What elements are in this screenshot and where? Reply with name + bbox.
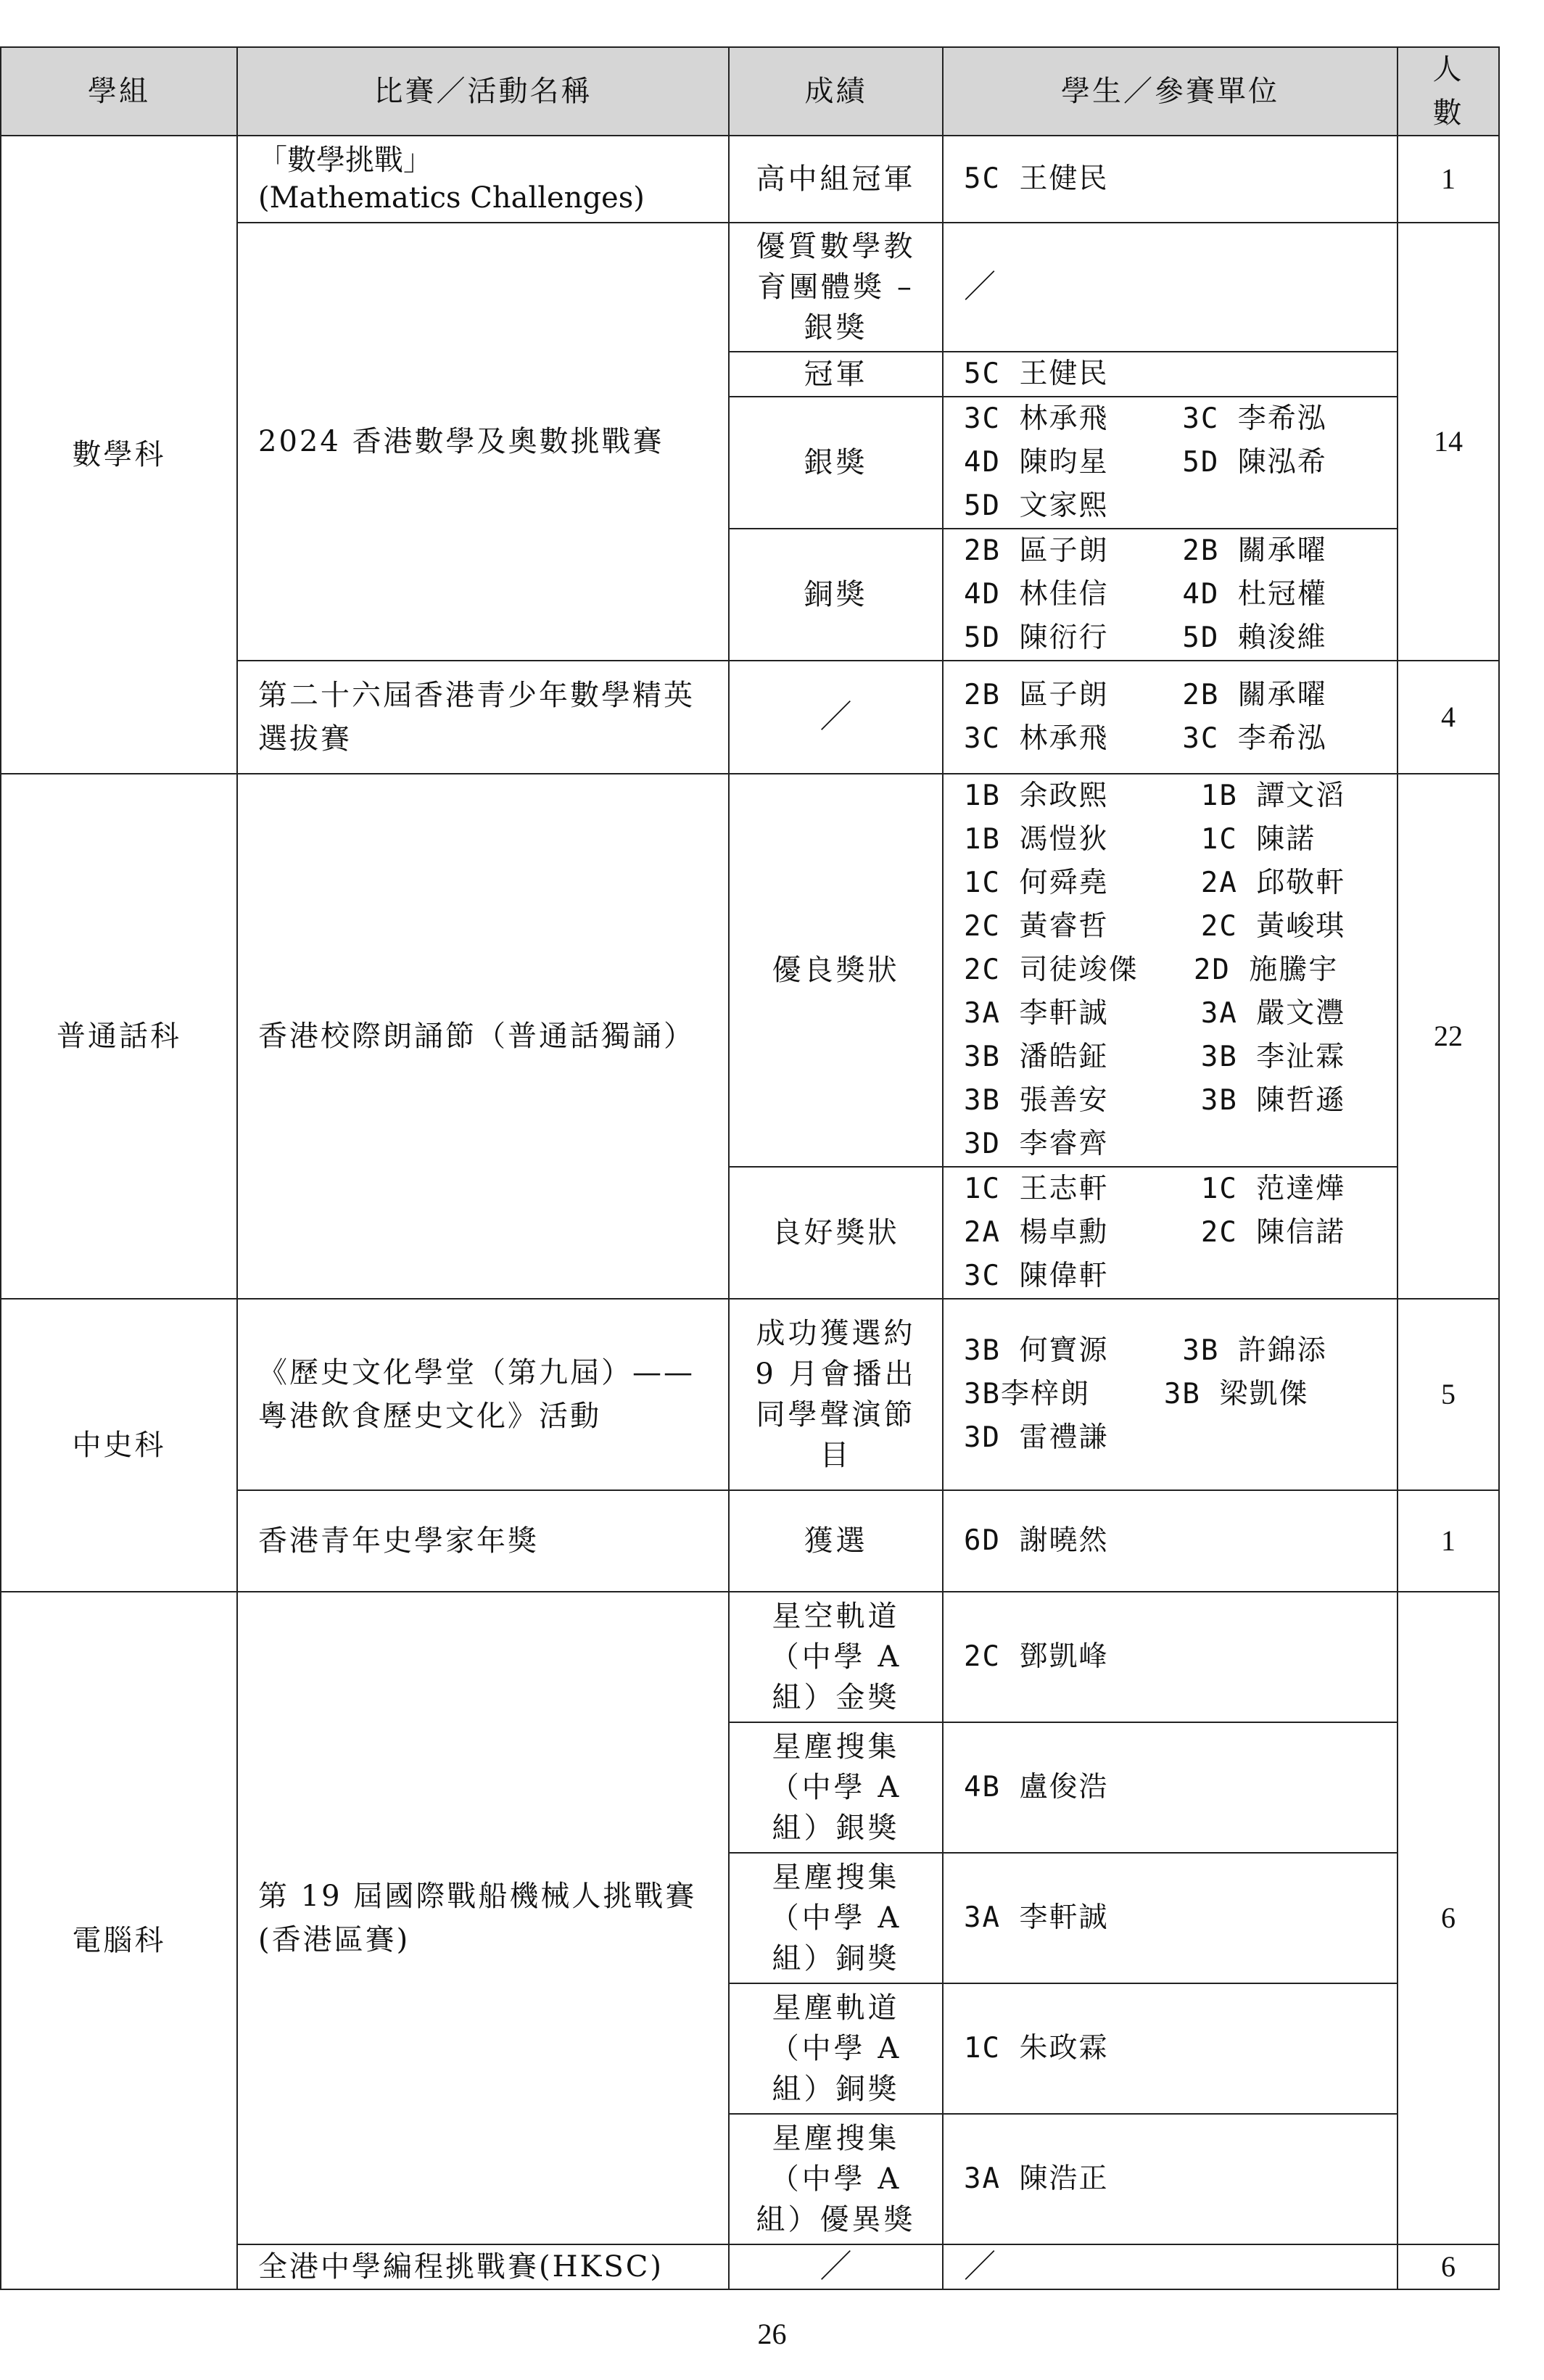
result-cell: 星塵搜集（中學 A 組）優異獎 xyxy=(729,2114,943,2244)
result-cell: 星塵搜集（中學 A 組）銀獎 xyxy=(729,1722,943,1853)
result-cell: 冠軍 xyxy=(729,352,943,397)
result-cell: 獲選 xyxy=(729,1490,943,1592)
students-cell: 1C 王志軒 1C 范達燁 2A 楊卓勳 2C 陳信諾 3C 陳偉軒 xyxy=(943,1167,1398,1299)
result-cell: 星空軌道（中學 A 組）金獎 xyxy=(729,1592,943,1722)
header-group: 學組 xyxy=(1,47,237,136)
table-row xyxy=(1,1592,1499,1722)
table-row xyxy=(1,1299,1499,1490)
count-cell: 1 xyxy=(1398,136,1499,223)
activity-name: 香港青年史學家年獎 xyxy=(237,1490,729,1592)
header-row xyxy=(1,47,1499,136)
count-cell: 1 xyxy=(1398,1490,1499,1592)
students-cell: ／ xyxy=(943,2244,1398,2289)
group-cell-chinese-history: 中史科 xyxy=(1,1299,237,1592)
students-cell: 5C 王健民 xyxy=(943,136,1398,223)
students-cell: 2B 區子朗 2B 關承曜 4D 林佳信 4D 杜冠權 5D 陳衍行 5D 賴浚維 xyxy=(943,529,1398,661)
students-cell: 5C 王健民 xyxy=(943,352,1398,397)
activity-name: 「數學挑戰」 (Mathematics Challenges) xyxy=(237,136,729,223)
awards-table xyxy=(0,46,1500,2290)
count-cell: 4 xyxy=(1398,661,1499,774)
activity-name: 全港中學編程挑戰賽(HKSC) xyxy=(237,2244,729,2289)
count-cell: 22 xyxy=(1398,774,1499,1299)
result-cell: 銅獎 xyxy=(729,529,943,661)
table-row xyxy=(1,136,1499,223)
result-cell: ／ xyxy=(729,2244,943,2289)
header-count: 人數 xyxy=(1398,47,1499,136)
students-cell: 1C 朱政霖 xyxy=(943,1983,1398,2114)
count-cell: 14 xyxy=(1398,223,1499,661)
activity-name: 第二十六屆香港青少年數學精英選拔賽 xyxy=(237,661,729,774)
activity-name: 2024 香港數學及奧數挑戰賽 xyxy=(237,223,729,661)
students-cell: 4B 盧俊浩 xyxy=(943,1722,1398,1853)
students-cell: ／ xyxy=(943,223,1398,352)
result-cell: 優良獎狀 xyxy=(729,774,943,1167)
count-cell: 6 xyxy=(1398,2244,1499,2289)
result-cell: 成功獲選約 9 月會播出同學聲演節目 xyxy=(729,1299,943,1490)
result-cell: 良好獎狀 xyxy=(729,1167,943,1299)
group-cell-math: 數學科 xyxy=(1,136,237,774)
page-number: 26 xyxy=(757,2318,787,2350)
result-cell: ／ xyxy=(729,661,943,774)
students-cell: 3A 李軒誠 xyxy=(943,1853,1398,1983)
result-cell: 星塵軌道（中學 A 組）銅獎 xyxy=(729,1983,943,2114)
students-cell: 6D 謝曉然 xyxy=(943,1490,1398,1592)
group-cell-putonghua: 普通話科 xyxy=(1,774,237,1299)
result-cell: 銀獎 xyxy=(729,397,943,529)
students-cell: 1B 余政熙 1B 譚文滔 1B 馮愷狄 1C 陳諾 1C 何舜堯 2A 邱敬軒 2C 黃睿哲 2C 黃峻琪 2C 司徒竣傑 2D 施騰宇 3A 李軒誠 3A 嚴文灃 3B 潘皓鉦 3B 李沚霖 3B 張善安 3B 陳哲遜 3D 李睿齊 xyxy=(943,774,1398,1167)
result-cell: 星塵搜集（中學 A 組）銅獎 xyxy=(729,1853,943,1983)
result-cell: 優質數學教育團體獎 – 銀獎 xyxy=(729,223,943,352)
header-students: 學生／參賽單位 xyxy=(943,47,1398,136)
count-cell: 5 xyxy=(1398,1299,1499,1490)
students-cell: 3A 陳浩正 xyxy=(943,2114,1398,2244)
activity-name: 《歷史文化學堂（第九屆）——粵港飲食歷史文化》活動 xyxy=(237,1299,729,1490)
count-cell: 6 xyxy=(1398,1592,1499,2244)
header-activity: 比賽／活動名稱 xyxy=(237,47,729,136)
activity-name: 香港校際朗誦節（普通話獨誦） xyxy=(237,774,729,1299)
table-row xyxy=(1,774,1499,1167)
header-result: 成績 xyxy=(729,47,943,136)
students-cell: 2B 區子朗 2B 關承曜 3C 林承飛 3C 李希泓 xyxy=(943,661,1398,774)
result-cell: 高中組冠軍 xyxy=(729,136,943,223)
students-cell: 3B 何寶源 3B 許錦添 3B李梓朗 3B 梁凱傑 3D 雷禮謙 xyxy=(943,1299,1398,1490)
students-cell: 2C 鄧凱峰 xyxy=(943,1592,1398,1722)
students-cell: 3C 林承飛 3C 李希泓 4D 陳昀星 5D 陳泓希 5D 文家熙 xyxy=(943,397,1398,529)
activity-name: 第 19 屆國際戰船機械人挑戰賽(香港區賽) xyxy=(237,1592,729,2244)
group-cell-computer: 電腦科 xyxy=(1,1592,237,2289)
